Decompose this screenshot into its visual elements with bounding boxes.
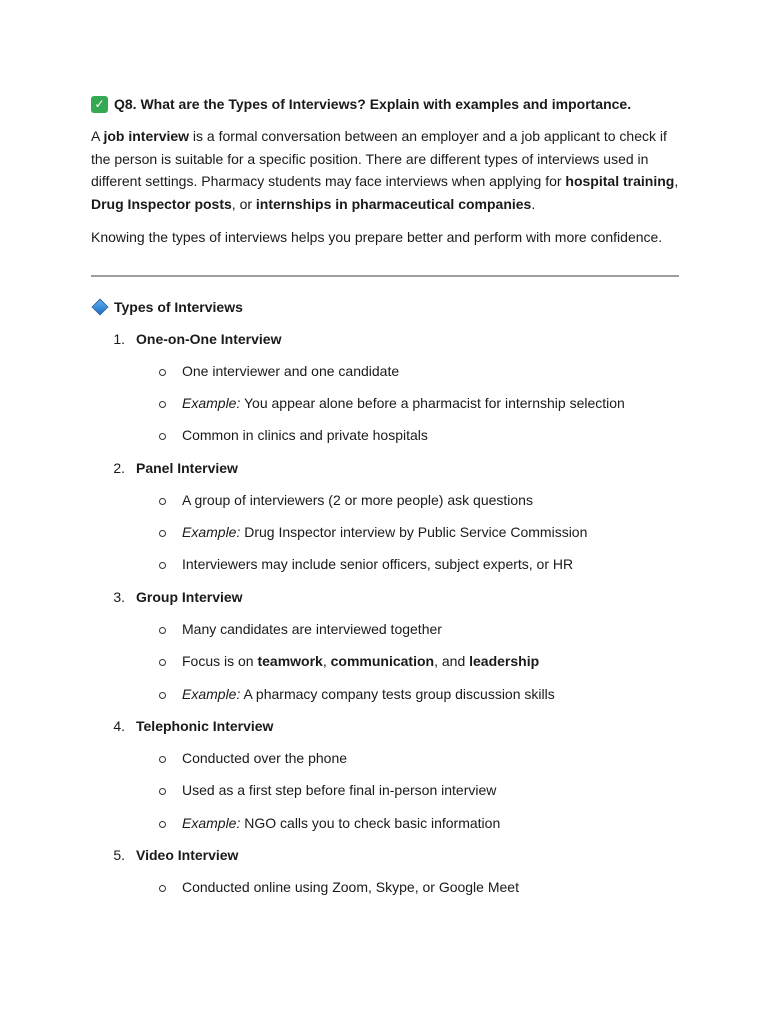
type-title-text: One-on-One Interview <box>136 330 282 347</box>
type-points <box>91 619 681 704</box>
type-points <box>91 361 681 446</box>
knowing-paragraph: Knowing the types of interviews helps you prepare better and perform with more confidence. <box>91 229 663 245</box>
type-number: 4. <box>113 718 125 735</box>
type-number: 2. <box>113 459 125 476</box>
hollow-circle-bullet-icon <box>159 530 166 537</box>
point-text: A pharmacy company tests group discussion skills <box>240 685 555 702</box>
point-text: Conducted over the phone <box>182 750 348 767</box>
list-item <box>91 425 681 445</box>
type-number: 3. <box>113 588 125 605</box>
list-item <box>91 361 681 381</box>
point-text: You appear alone before a pharmacist for internship selection <box>240 394 625 411</box>
example-label: Example: <box>182 814 241 831</box>
question-heading <box>91 94 681 114</box>
type-title-text: Group Interview <box>136 588 243 605</box>
type-title <box>91 587 681 607</box>
intro-term: job interview <box>103 128 190 144</box>
list-item <box>91 619 681 639</box>
type-points <box>91 748 681 833</box>
type-points <box>91 490 681 575</box>
type-item-one-on-one <box>91 329 681 446</box>
point-text: NGO calls you to check basic information <box>240 814 501 831</box>
type-number: 1. <box>113 330 125 347</box>
hollow-circle-bullet-icon <box>159 821 166 828</box>
type-title <box>91 458 681 478</box>
hollow-circle-bullet-icon <box>159 498 166 505</box>
type-title-text: Panel Interview <box>136 459 238 476</box>
example-label: Example: <box>182 524 241 541</box>
intro-comma-1: , <box>674 173 679 189</box>
example-label: Example: <box>182 685 241 702</box>
type-item-telephonic <box>91 716 681 833</box>
section-heading <box>91 297 681 317</box>
intro-comma-2: , or <box>231 195 256 212</box>
type-title <box>91 845 681 865</box>
question-heading-text: Q8. What are the Types of Interviews? Explain with examples and importance. <box>114 96 632 112</box>
type-points <box>91 877 681 897</box>
type-title-text: Telephonic Interview <box>136 718 274 735</box>
list-item <box>91 748 681 768</box>
hollow-circle-bullet-icon <box>159 756 166 763</box>
point-text: Used as a first step before final in-person interview <box>182 782 497 799</box>
point-bold: teamwork <box>257 653 323 670</box>
point-sep: , <box>322 653 331 670</box>
type-item-group <box>91 587 681 704</box>
intro-text-1: is a formal conversation between an employer and a job applicant to check if the person is suitable for a specific position. There are different types of interviews used in different settings. Pharmacy students may face interviews when applying for <box>91 128 667 189</box>
interview-types-list <box>91 329 681 898</box>
list-item <box>91 393 681 413</box>
example-label: Example: <box>182 394 241 411</box>
section-divider <box>91 275 679 277</box>
document-content <box>91 94 681 910</box>
hollow-circle-bullet-icon <box>159 369 166 376</box>
point-text: A group of interviewers (2 or more people) ask questions <box>182 491 533 508</box>
list-item <box>91 780 681 800</box>
intro-a: A <box>91 128 104 144</box>
hollow-circle-bullet-icon <box>159 562 166 569</box>
hollow-circle-bullet-icon <box>159 401 166 408</box>
hollow-circle-bullet-icon <box>159 627 166 634</box>
point-sep: , and <box>434 653 470 670</box>
point-text: Common in clinics and private hospitals <box>182 427 428 444</box>
list-item <box>91 684 681 704</box>
point-bold: leadership <box>469 653 540 670</box>
hollow-circle-bullet-icon <box>159 659 166 666</box>
blue-diamond-icon <box>92 298 109 315</box>
type-title-text: Video Interview <box>136 847 239 864</box>
list-item <box>91 877 681 897</box>
list-item <box>91 651 681 671</box>
hollow-circle-bullet-icon <box>159 692 166 699</box>
check-mark-icon: ✓ <box>91 96 108 113</box>
hollow-circle-bullet-icon <box>159 433 166 440</box>
hollow-circle-bullet-icon <box>159 788 166 795</box>
list-item <box>91 813 681 833</box>
type-title <box>91 329 681 349</box>
point-text: Interviewers may include senior officers, subject experts, or HR <box>182 556 574 573</box>
intro-bold-1: hospital training <box>565 173 675 189</box>
hollow-circle-bullet-icon <box>159 885 166 892</box>
list-item <box>91 490 681 510</box>
intro-bold-3: internships in pharmaceutical companies <box>255 195 532 212</box>
point-text: Many candidates are interviewed together <box>182 620 442 637</box>
list-item <box>91 522 681 542</box>
section-heading-text: Types of Interviews <box>114 298 243 315</box>
point-bold: communication <box>330 653 435 670</box>
type-title <box>91 716 681 736</box>
point-text: Focus is on <box>182 653 258 670</box>
type-item-panel <box>91 458 681 575</box>
intro-bold-2: Drug Inspector posts <box>91 195 232 212</box>
intro-end: . <box>531 195 536 212</box>
type-number: 5. <box>113 847 125 864</box>
point-text: Conducted online using Zoom, Skype, or Google Meet <box>182 879 519 896</box>
type-item-video <box>91 845 681 897</box>
list-item <box>91 554 681 574</box>
point-text: Drug Inspector interview by Public Service Commission <box>240 524 588 541</box>
intro-paragraph <box>91 125 681 215</box>
point-text: One interviewer and one candidate <box>182 362 400 379</box>
